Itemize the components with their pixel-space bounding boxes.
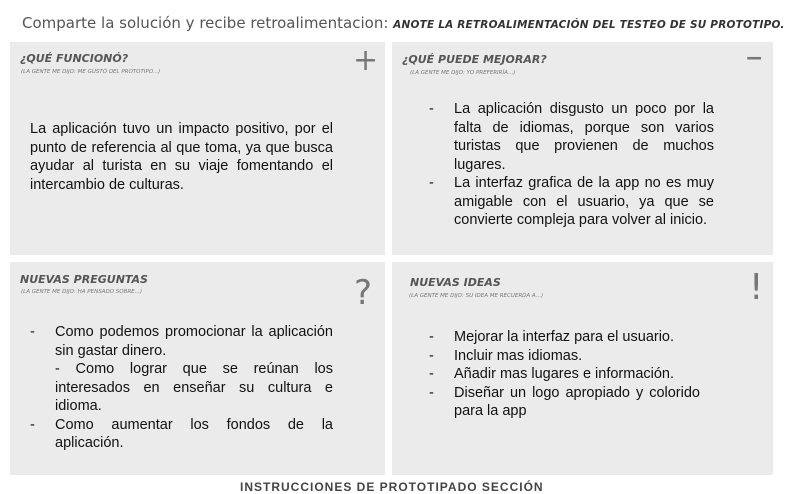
list-item: - Incluir mas idiomas. [429, 347, 700, 366]
panel-questions-list [30, 323, 333, 453]
panel-improve-list [429, 100, 714, 230]
panel-improve-title: ¿QUÉ PUEDE MEJORAR? [402, 53, 547, 66]
panel-ideas [392, 262, 773, 475]
panel-worked-subtitle: (LA GENTE ME DIJO: ME GUSTÓ DEL PROTOTIPO...) [21, 69, 161, 75]
header-subtitle: ANOTE LA RETROALIMENTACIÓN DEL TESTEO DE SU PROTOTIPO. [393, 19, 785, 31]
header-title: Comparte la solución y recibe retroalimentacion: [22, 14, 389, 32]
panel-worked [10, 42, 385, 255]
panel-questions [10, 262, 385, 475]
list-item: - La aplicación disgusto un poco por la falta de idiomas, porque son varios turistas que provienen de muchos lugares. [429, 100, 714, 174]
list-item: - Mejorar la interfaz para el usuario. [429, 328, 700, 347]
panel-worked-title: ¿QUÉ FUNCIONÓ? [20, 52, 129, 65]
plus-icon: + [353, 43, 379, 78]
panel-ideas-list [429, 328, 700, 421]
minus-icon: − [745, 46, 764, 71]
panel-ideas-title: NUEVAS IDEAS [410, 276, 501, 289]
list-item: - La interfaz grafica de la app no es muy amigable con el usuario, ya que se convierte compleja para volver al inicio. [429, 174, 714, 230]
exclamation-icon: ! [749, 267, 764, 308]
list-item: - Como lograr que se reúnan los interesados en enseñar su cultura e idioma. [55, 361, 333, 414]
question-icon: ? [354, 273, 373, 313]
panel-ideas-subtitle: (LA GENTE ME DIJO: SU IDEA ME RECUERDA A...) [409, 293, 544, 299]
list-item: - Como podemos promocionar la aplicación sin gastar dinero. [30, 323, 333, 360]
panel-improve-subtitle: (LA GENTE ME DIJO: YO PREFERIRÍA...) [410, 70, 516, 76]
panel-improve [392, 42, 773, 255]
page-header [22, 14, 785, 32]
list-item: - Como aumentar los fondos de la aplicación. [30, 416, 333, 453]
panel-worked-text: La aplicación tuvo un impacto positivo, por el punto de referencia al que toma, ya que busca ayudar al turista en su viaje fomentando el intercambio de culturas. [30, 121, 333, 193]
footer-strip [240, 480, 565, 494]
panel-questions-title: NUEVAS PREGUNTAS [20, 273, 148, 286]
panel-questions-subtitle: (LA GENTE ME DIJO: HA PENSADO SOBRE...) [21, 289, 143, 295]
list-item: - Añadir mas lugares e información. [429, 365, 700, 384]
list-item: - Diseñar un logo apropiado y colorido para la app [429, 384, 700, 421]
footer-strip-text: INSTRUCCIONES DE PROTOTIPADO SECCIÓN [240, 480, 544, 494]
